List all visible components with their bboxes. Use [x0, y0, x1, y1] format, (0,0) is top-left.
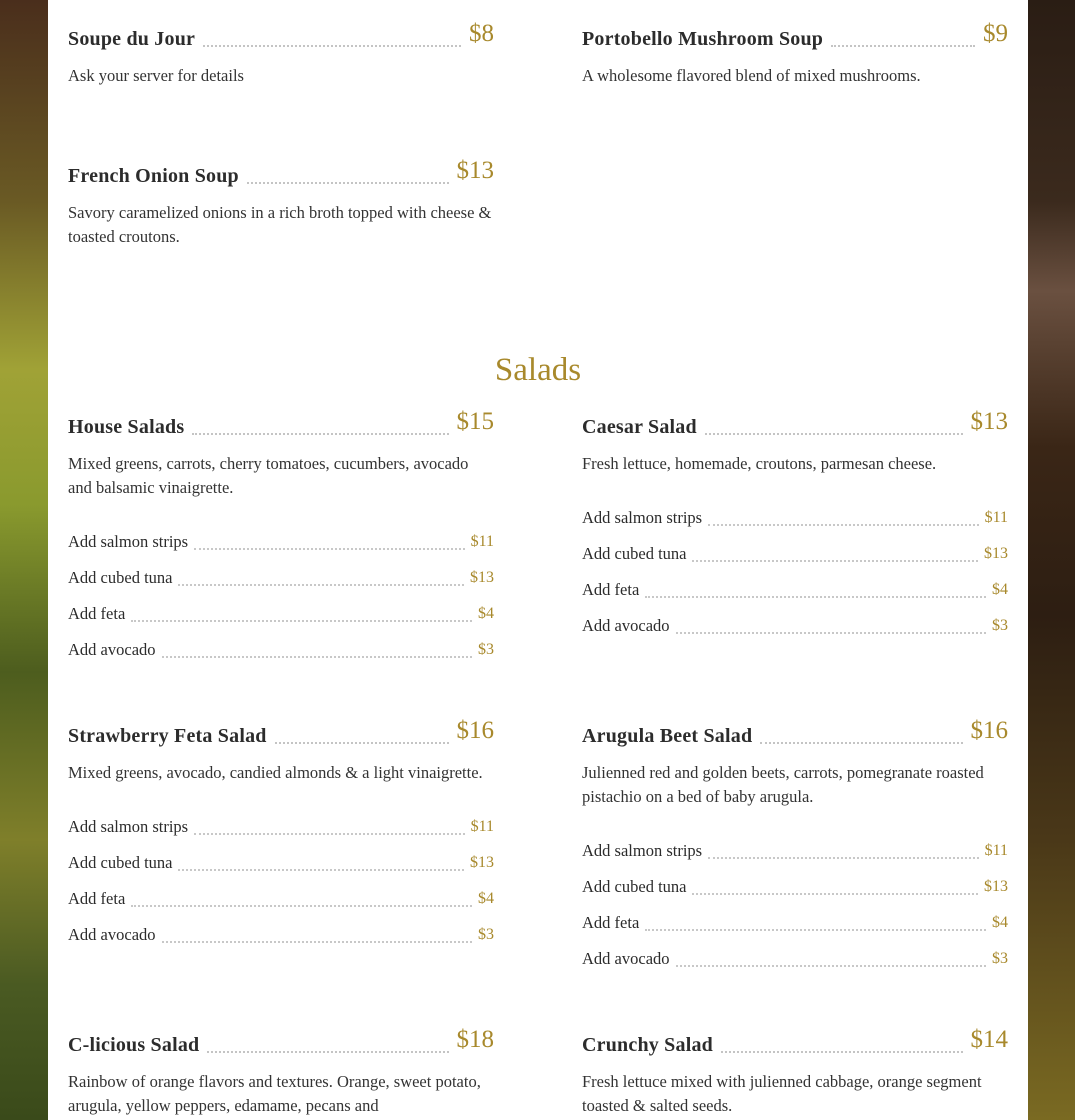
item-price: $13	[456, 157, 494, 184]
item-price: $8	[469, 20, 494, 47]
item-name: French Onion Soup	[68, 165, 239, 187]
item-description: A wholesome flavored blend of mixed mushrooms.	[582, 66, 921, 85]
background-right	[1027, 0, 1075, 1120]
item-name: Soupe du Jour	[68, 28, 196, 50]
item-description: Rainbow of orange flavors and textures. Orange, sweet potato, arugula, yellow peppers, edamame, pecans and	[68, 1072, 481, 1115]
item-header	[68, 153, 494, 187]
addon-price: $3	[992, 950, 1008, 967]
item-description: Ask your server for details	[68, 66, 244, 85]
addon-row	[68, 909, 494, 945]
addon-price: $4	[478, 890, 494, 907]
menu-item-arugula-beet-salad	[582, 713, 1008, 969]
addon-row	[68, 516, 494, 552]
dotted-leader	[203, 45, 461, 47]
item-header	[68, 1022, 494, 1056]
addon-name: Add salmon strips	[68, 817, 189, 836]
item-name: C-licious Salad	[68, 1034, 200, 1056]
addon-row	[68, 801, 494, 837]
addon-name: Add salmon strips	[582, 508, 703, 527]
menu-panel	[48, 0, 1028, 1120]
addon-list	[68, 801, 494, 945]
addon-price: $11	[470, 533, 494, 550]
item-name: Crunchy Salad	[582, 1034, 713, 1056]
item-price: $18	[456, 1026, 494, 1053]
addon-row	[582, 933, 1008, 969]
item-price: $16	[456, 717, 494, 744]
dotted-leader	[192, 433, 448, 435]
addon-list	[582, 492, 1008, 636]
background-left	[0, 0, 48, 1120]
dotted-leader	[194, 548, 465, 550]
item-name: Portobello Mushroom Soup	[582, 28, 824, 50]
addon-row	[68, 624, 494, 660]
menu-item-crunchy-salad	[582, 1022, 1008, 1118]
item-header	[68, 713, 494, 747]
addon-name: Add avocado	[68, 640, 156, 659]
item-name: Arugula Beet Salad	[582, 725, 753, 747]
addon-row	[582, 897, 1008, 933]
addon-price: $13	[470, 569, 494, 586]
addon-price: $11	[470, 818, 494, 835]
addon-row	[582, 564, 1008, 600]
dotted-leader	[692, 560, 978, 562]
addon-name: Add cubed tuna	[582, 877, 687, 896]
addon-price: $13	[984, 545, 1008, 562]
item-price: $14	[970, 1026, 1008, 1053]
dotted-leader	[676, 965, 986, 967]
addon-row	[582, 825, 1008, 861]
item-description: Mixed greens, avocado, candied almonds & a light vinaigrette.	[68, 763, 483, 782]
addon-row	[582, 861, 1008, 897]
addon-price: $13	[470, 854, 494, 871]
addon-price: $3	[992, 617, 1008, 634]
addon-name: Add cubed tuna	[68, 853, 173, 872]
addon-name: Add feta	[582, 580, 640, 599]
dotted-leader	[645, 596, 986, 598]
addon-row	[68, 552, 494, 588]
dotted-leader	[194, 833, 465, 835]
dotted-leader	[692, 893, 978, 895]
menu-item-french-onion-soup	[68, 153, 494, 249]
addon-name: Add cubed tuna	[582, 544, 687, 563]
addon-row	[68, 837, 494, 873]
addon-name: Add feta	[68, 604, 126, 623]
addon-name: Add feta	[68, 889, 126, 908]
addon-price: $11	[984, 509, 1008, 526]
menu-item-portobello-mushroom-soup	[582, 16, 1008, 88]
addon-name: Add salmon strips	[68, 532, 189, 551]
dotted-leader	[275, 742, 449, 744]
item-name: House Salads	[68, 416, 185, 438]
item-price: $13	[970, 408, 1008, 435]
item-price: $15	[456, 408, 494, 435]
item-name: Caesar Salad	[582, 416, 697, 438]
item-description: Savory caramelized onions in a rich broth topped with cheese & toasted croutons.	[68, 203, 492, 246]
addon-row	[68, 588, 494, 624]
dotted-leader	[247, 182, 449, 184]
dotted-leader	[207, 1051, 448, 1053]
item-description: Fresh lettuce mixed with julienned cabbage, orange segment toasted & salted seeds.	[582, 1072, 982, 1115]
menu-item-caesar-salad	[582, 404, 1008, 636]
addon-price: $11	[984, 842, 1008, 859]
addon-name: Add avocado	[68, 925, 156, 944]
item-header	[68, 404, 494, 438]
addon-list	[68, 516, 494, 660]
dotted-leader	[645, 929, 986, 931]
addon-name: Add cubed tuna	[68, 568, 173, 587]
item-header	[582, 1022, 1008, 1056]
addon-list	[582, 825, 1008, 969]
addon-row	[582, 600, 1008, 636]
addon-price: $4	[992, 914, 1008, 931]
addon-name: Add feta	[582, 913, 640, 932]
dotted-leader	[721, 1051, 963, 1053]
dotted-leader	[131, 905, 472, 907]
dotted-leader	[676, 632, 986, 634]
item-description: Julienned red and golden beets, carrots, pomegranate roasted pistachio on a bed of baby arugula.	[582, 763, 984, 806]
addon-name: Add salmon strips	[582, 841, 703, 860]
dotted-leader	[178, 584, 464, 586]
dotted-leader	[705, 433, 963, 435]
section-title-salads: Salads	[494, 352, 582, 388]
item-header	[582, 713, 1008, 747]
addon-price: $4	[478, 605, 494, 622]
addon-name: Add avocado	[582, 616, 670, 635]
item-header	[582, 16, 1008, 50]
item-header	[582, 404, 1008, 438]
dotted-leader	[708, 857, 979, 859]
dotted-leader	[162, 941, 472, 943]
item-name: Strawberry Feta Salad	[68, 725, 267, 747]
dotted-leader	[131, 620, 472, 622]
item-price: $16	[970, 717, 1008, 744]
menu-item-soupe-du-jour	[68, 16, 494, 88]
addon-row	[68, 873, 494, 909]
menu-item-c-licious-salad	[68, 1022, 494, 1118]
dotted-leader	[178, 869, 464, 871]
item-description: Mixed greens, carrots, cherry tomatoes, cucumbers, avocado and balsamic vinaigrette.	[68, 454, 469, 497]
item-header	[68, 16, 494, 50]
dotted-leader	[831, 45, 975, 47]
item-price: $9	[983, 20, 1008, 47]
addon-name: Add avocado	[582, 949, 670, 968]
menu-item-strawberry-feta-salad	[68, 713, 494, 945]
addon-price: $4	[992, 581, 1008, 598]
addon-price: $3	[478, 926, 494, 943]
item-description: Fresh lettuce, homemade, croutons, parmesan cheese.	[582, 454, 937, 473]
menu-item-house-salads	[68, 404, 494, 660]
addon-price: $13	[984, 878, 1008, 895]
addon-row	[582, 528, 1008, 564]
dotted-leader	[708, 524, 979, 526]
addon-price: $3	[478, 641, 494, 658]
addon-row	[582, 492, 1008, 528]
dotted-leader	[760, 742, 962, 744]
dotted-leader	[162, 656, 472, 658]
